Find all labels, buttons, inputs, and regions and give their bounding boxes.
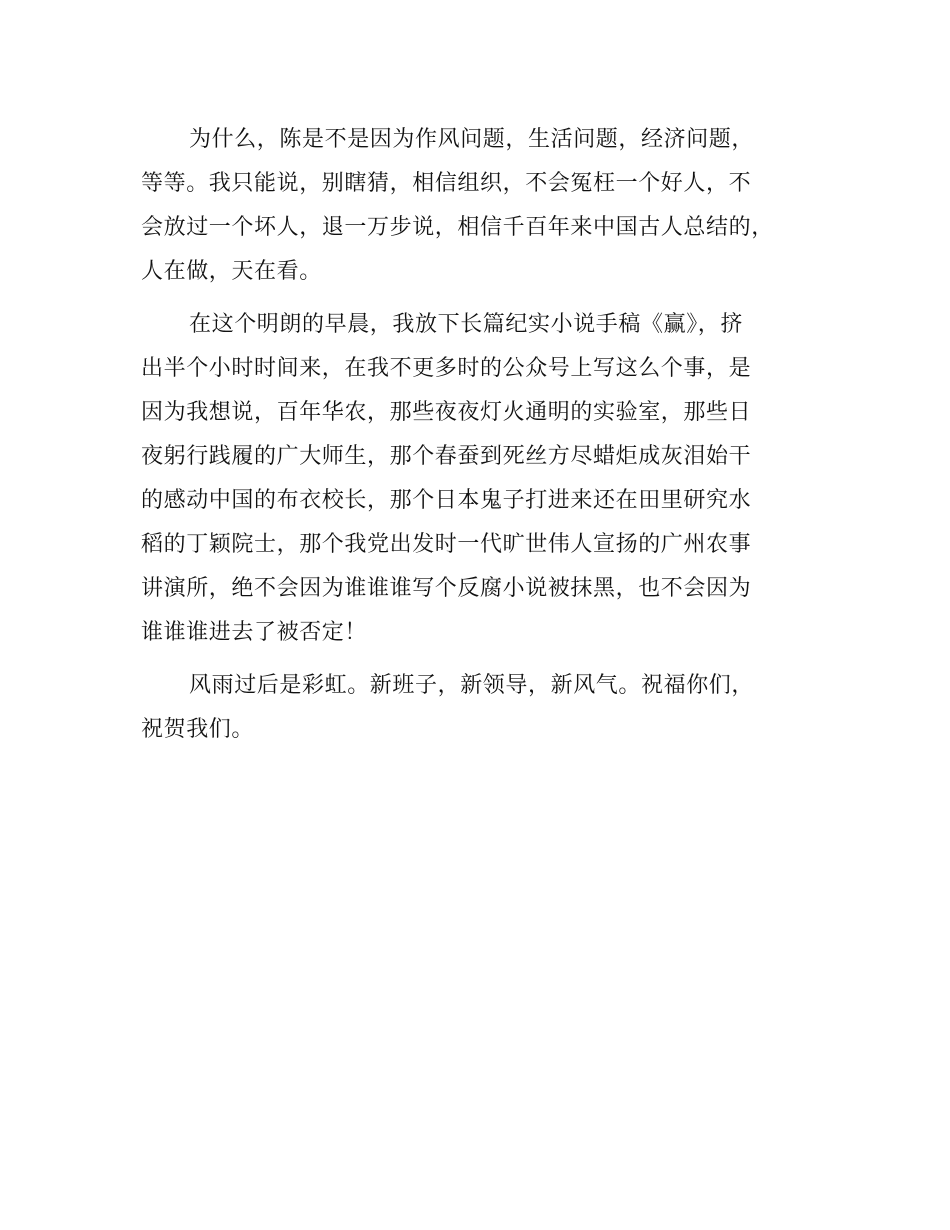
paragraph-2 [141, 303, 841, 655]
text-line: 风雨过后是彩虹。新班子，新领导，新风气。祝福你们， [189, 673, 755, 698]
text-line: 因为我想说，百年华农，那些夜夜灯火通明的实验室，那些日 [141, 400, 752, 425]
text-line: 在这个明朗的早晨，我放下长篇纪实小说手稿《赢》，挤 [189, 312, 744, 337]
text-line: 会放过一个坏人，退一万步说，相信千百年来中国古人总结的， [141, 215, 774, 240]
text-line: 人在做，天在看。 [141, 259, 322, 284]
text-line: 出半个小时时间来，在我不更多时的公众号上写这么个事，是 [141, 356, 752, 381]
text-line: 等等。我只能说，别瞎猜，相信组织，不会冤枉一个好人，不 [141, 171, 752, 196]
document-body [141, 118, 841, 761]
text-line: 夜躬行践履的广大师生，那个春蚕到死丝方尽蜡炬成灰泪始干 [141, 444, 752, 469]
paragraph-3 [141, 664, 841, 752]
text-line: 稻的丁颖院士，那个我党出发时一代旷世伟人宣扬的广州农事 [141, 532, 752, 557]
text-line: 讲演所，绝不会因为谁谁谁写个反腐小说被抹黑，也不会因为 [141, 576, 752, 601]
paragraph-1 [141, 118, 841, 294]
text-line: 谁谁谁进去了被否定！ [141, 620, 368, 645]
text-line: 的感动中国的布衣校长，那个日本鬼子打进来还在田里研究水 [141, 488, 752, 513]
text-line: 祝贺我们。 [141, 717, 255, 742]
text-line: 为什么，陈是不是因为作风问题，生活问题，经济问题， [189, 127, 755, 152]
